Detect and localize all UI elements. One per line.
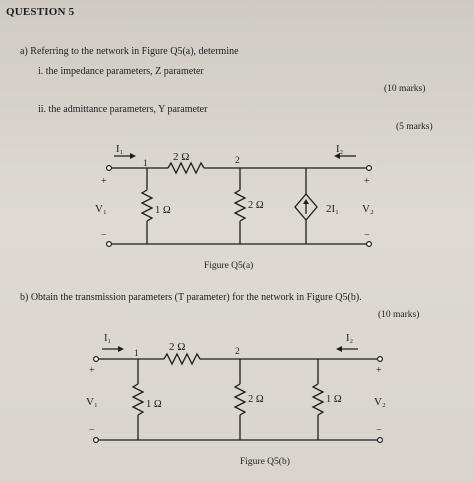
part-a-item-i-marks: (10 marks) (384, 84, 426, 94)
part-b-prompt: b) Obtain the transmission parameters (T parameter) for the network in Figure Q5(b). (20, 292, 362, 303)
figure-a-node2: 2 (235, 156, 240, 166)
figure-a-node1: 1 (143, 159, 148, 169)
figure-b-i2-label: I₂ (346, 333, 354, 344)
figure-b-series-resistor: 2 Ω (169, 341, 186, 353)
part-a-item-ii: ii. the admittance parameters, Y parameter (38, 104, 208, 115)
figure-a-minus-left: − (101, 230, 107, 241)
figure-a-left-resistor: 1 Ω (155, 205, 171, 216)
figure-b-caption: Figure Q5(b) (240, 457, 290, 467)
figure-a-i2-label: I₂ (336, 144, 344, 155)
figure-a-mid-resistor: 2 Ω (248, 200, 264, 211)
part-a-item-ii-marks: (5 marks) (396, 122, 433, 132)
figure-a-plus-left: + (101, 176, 107, 187)
figure-a-plus-right: + (364, 176, 370, 187)
part-b-marks: (10 marks) (378, 310, 420, 320)
figure-b-plus-right: + (376, 365, 382, 376)
figure-a-series-resistor: 2 Ω (173, 151, 190, 163)
figure-b-i1-label: I₁ (104, 333, 112, 344)
figure-a-minus-right: − (364, 230, 370, 241)
figure-b-plus-left: + (89, 365, 95, 376)
figure-b-node1: 1 (134, 349, 139, 359)
figure-b-mid-resistor: 2 Ω (248, 394, 264, 405)
figure-b-left-resistor: 1 Ω (146, 399, 162, 410)
figure-a-v2: V₂ (362, 203, 374, 215)
figure-a-v1: V₁ (95, 203, 107, 215)
figure-a-caption: Figure Q5(a) (204, 261, 254, 271)
figure-a-source-label: 2I₁ (326, 203, 339, 215)
question-title: QUESTION 5 (6, 6, 75, 18)
figure-b-v1: V₁ (86, 396, 98, 408)
figure-a-i1-label: I₁ (116, 144, 124, 155)
figure-b-minus-left: − (89, 425, 95, 436)
part-a-item-i: i. the impedance parameters, Z parameter (38, 66, 204, 77)
figure-b-v2: V₂ (374, 396, 386, 408)
figure-b-right-resistor: 1 Ω (326, 394, 342, 405)
figure-b-node2: 2 (235, 347, 240, 357)
part-a-prompt: a) Referring to the network in Figure Q5(a), determine (20, 46, 239, 57)
figure-b-minus-right: − (376, 425, 382, 436)
